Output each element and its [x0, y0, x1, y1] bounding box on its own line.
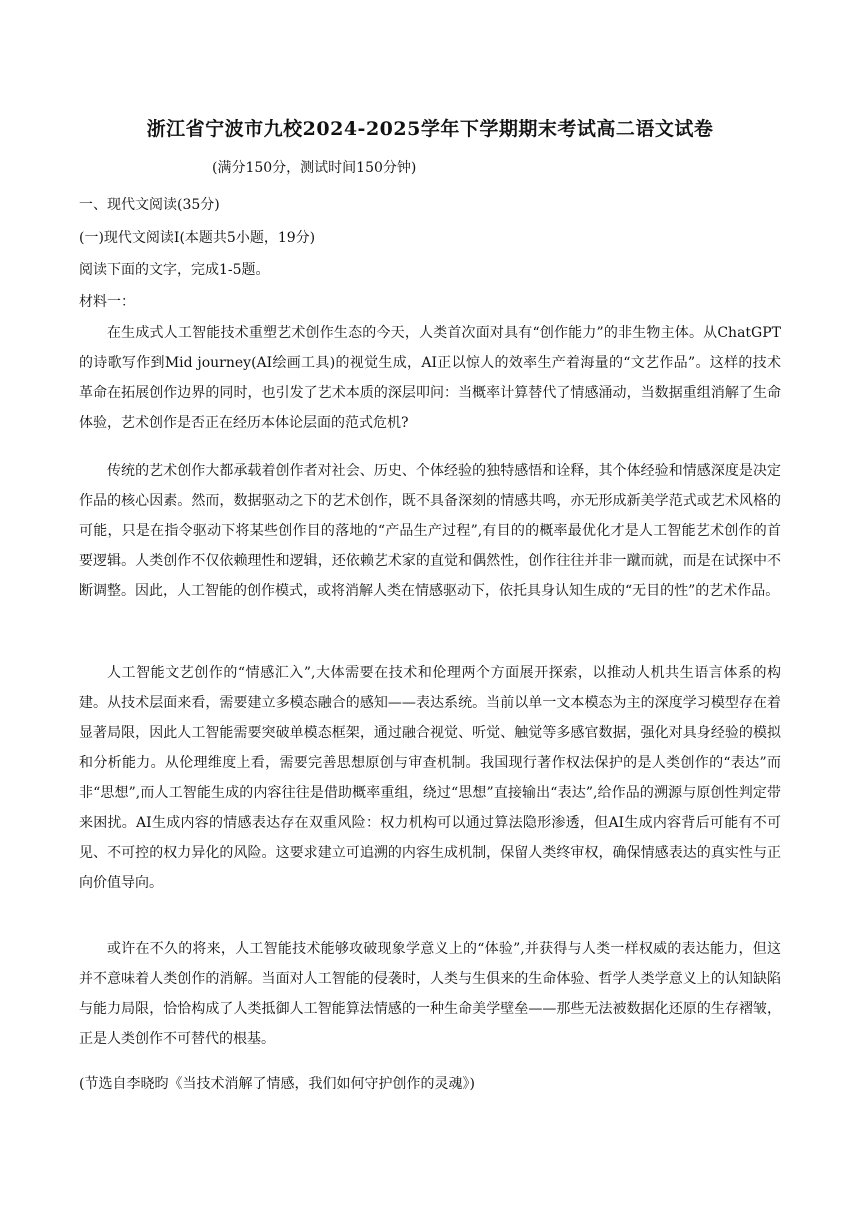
reading-instruction: 阅读下面的文字，完成1-5题。	[79, 262, 270, 278]
exam-subtitle: (满分150分，测试时间150分钟)	[212, 160, 417, 176]
material-label: 材料一：	[79, 294, 135, 310]
source-citation: (节选自李晓昀《当技术消解了情感，我们如何守护创作的灵魂》)	[79, 1076, 475, 1092]
section-heading: 一、现代文阅读(35分)	[79, 197, 220, 213]
paragraph-4: 或许在不久的将来，人工智能技术能够攻破现象学意义上的“体验”,并获得与人类一样权威的表达能力，但这并不意味着人类创作的消解。当面对人工智能的侵袭时，人类与生俱来的生命体验、哲学人类学意义上的认知缺陷与能力局限，恰恰构成了人类抵御人工智能算法情感的一种生命美学壁垒——那些无法被数据化还原的生存褶皱，正是人类创作不可替代的根基。	[79, 941, 781, 1047]
paragraph-3: 人工智能文艺创作的“情感汇入”,大体需要在技术和伦理两个方面展开探索，以推动人机共生语言体系的构建。从技术层面来看，需要建立多模态融合的感知——表达系统。当前以单一文本模态为主的深度学习模型存在着显著局限，因此人工智能需要突破单模态框架，通过融合视觉、听觉、触觉等多感官数据，强化对具身经验的模拟和分析能力。从伦理维度上看，需要完善思想原创与审查机制。我国现行著作权法保护的是人类创作的“表达”而非“思想”,而人工智能生成的内容往往是借助概率重组，绕过“思想”直接输出“表达”,给作品的溯源与原创性判定带来困扰。AI生成内容的情感表达存在双重风险：权力机构可以通过算法隐形渗透，但AI生成内容背后可能有不可见、不可控的权力异化的风险。这要求建立可追溯的内容生成机制，保留人类终审权，确保情感表达的真实性与正向价值导向。	[79, 665, 781, 891]
subsection-heading: (一)现代文阅读Ⅰ(本题共5小题，19分)	[79, 230, 316, 246]
paragraph-2: 传统的艺术创作大都承载着创作者对社会、历史、个体经验的独特感悟和诠释，其个体经验和情感深度是决定作品的核心因素。然而，数据驱动之下的艺术创作，既不具备深刻的情感共鸣，亦无形成新美学范式或艺术风格的可能，只是在指令驱动下将某些创作目的落地的“产品生产过程”,有目的的概率最优化才是人工智能艺术创作的首要逻辑。人类创作不仅依赖理性和逻辑，还依赖艺术家的直觉和偶然性，创作往往并非一蹴而就，而是在试探中不断调整。因此，人工智能的创作模式，或将消解人类在情感驱动下，依托具身认知生成的“无目的性”的艺术作品。	[79, 463, 781, 599]
exam-title: 浙江省宁波市九校2024-2025学年下学期期末考试高二语文试卷	[146, 118, 714, 140]
paragraph-1: 在生成式人工智能技术重塑艺术创作生态的今天，人类首次面对具有“创作能力”的非生物主体。从ChatGPT的诗歌写作到Mid journey(AI绘画工具)的视觉生成，AI正以惊人的效率生产着海量的“文艺作品”。这样的技术革命在拓展创作边界的同时，也引发了艺术本质的深层叩问：当概率计算替代了情感涌动，当数据重组消解了生命体验，艺术创作是否正在经历本体论层面的范式危机?	[79, 325, 781, 431]
